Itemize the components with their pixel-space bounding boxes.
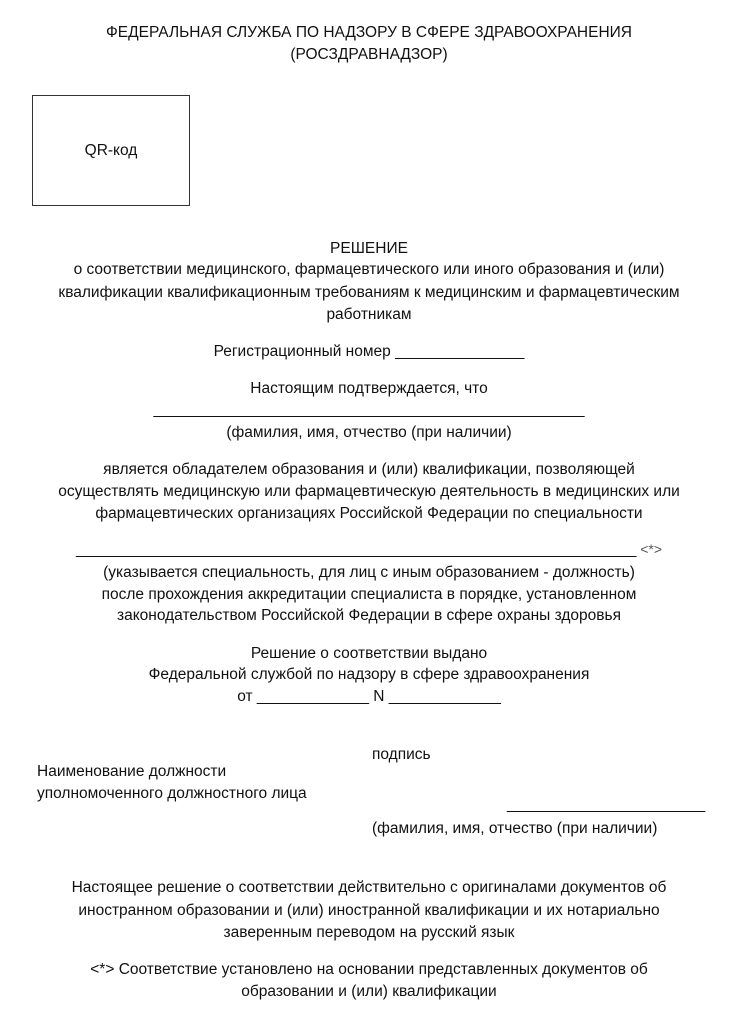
decision-title: РЕШЕНИЕ xyxy=(330,240,408,257)
validity-text-3: заверенным переводом на русский язык xyxy=(223,924,515,941)
confirmation-intro: Настоящим подтверждается, что xyxy=(250,380,488,397)
accreditation-text-1: после прохождения аккредитации специалиста в порядке, установленном xyxy=(101,586,637,603)
agency-name: ФЕДЕРАЛЬНАЯ СЛУЖБА ПО НАДЗОРУ В СФЕРЕ ЗДРАВООХРАНЕНИЯ xyxy=(106,24,632,41)
decision-subtitle-2: квалификации квалификационным требованиям к медицинским и фармацевтическим xyxy=(58,284,680,301)
footnote-text-1: <*> Соответствие установлено на основании представленных документов об xyxy=(90,961,648,978)
accreditation-text-2: законодательством Российской Федерации в сфере охраны здоровья xyxy=(117,607,621,624)
decision-subtitle-3: работникам xyxy=(326,306,412,323)
validity-text-2: иностранном образовании и (или) иностранной квалификации и их нотариально xyxy=(78,902,660,919)
official-name-line: _______________________ xyxy=(507,796,706,813)
specialty-hint: (указывается специальность, для лиц с иным образованием - должность) xyxy=(103,564,635,581)
signature-label: подпись xyxy=(372,746,431,763)
specialty-line: _________________________________________________________________ xyxy=(75,541,637,558)
footnote-text-2: образовании и (или) квалификации xyxy=(241,983,497,1000)
agency-abbreviation: (РОСЗДРАВНАДЗОР) xyxy=(290,46,448,63)
issued-text-2: Федеральной службой по надзору в сфере здравоохранения xyxy=(148,666,590,683)
issued-date-number: от _____________ N _____________ xyxy=(237,688,501,705)
body-text-3: фармацевтических организациях Российской Федерации по специальности xyxy=(95,505,643,522)
official-position-1: Наименование должности xyxy=(37,763,227,780)
body-text-1: является обладателем образования и (или) квалификации, позволяющей xyxy=(103,461,635,478)
validity-text-1: Настоящее решение о соответствии действительно с оригиналами документов об xyxy=(71,879,667,896)
decision-subtitle-1: о соответствии медицинского, фармацевтического или иного образования и (или) xyxy=(73,261,665,278)
holder-name-hint: (фамилия, имя, отчество (при наличии) xyxy=(226,424,512,441)
footnote-marker: <*> xyxy=(636,541,663,557)
specialty-field xyxy=(0,541,738,559)
holder-name-line: __________________________________________________ xyxy=(153,401,585,418)
qr-code-placeholder xyxy=(32,95,190,206)
issued-text-1: Решение о соответствии выдано xyxy=(250,645,488,662)
official-name-hint: (фамилия, имя, отчество (при наличии) xyxy=(372,820,658,837)
official-position-2: уполномоченного должностного лица xyxy=(37,785,307,802)
registration-number: Регистрационный номер _______________ xyxy=(213,343,525,360)
body-text-2: осуществлять медицинскую или фармацевтическую деятельность в медицинских или xyxy=(58,483,680,500)
qr-code-label: QR-код xyxy=(84,141,138,159)
